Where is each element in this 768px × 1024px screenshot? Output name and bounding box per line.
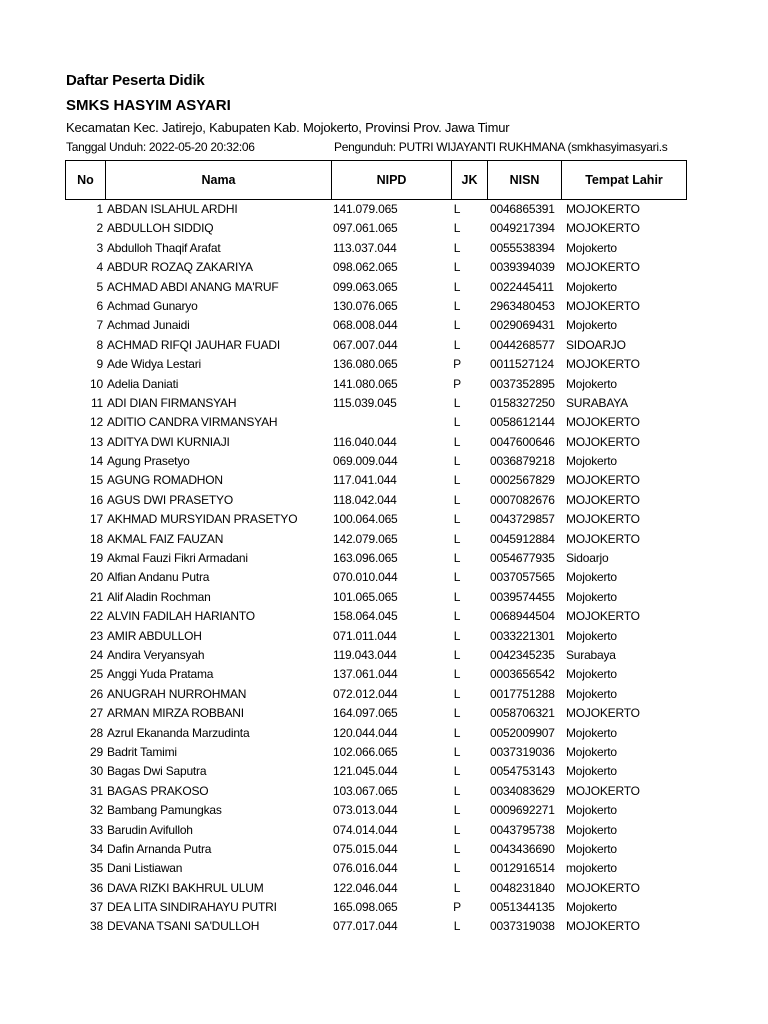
row-nisn: 0051344135 — [490, 900, 555, 915]
row-nama: Alfian Andanu Putra — [107, 570, 210, 585]
row-tempat-lahir: Sidoarjo — [566, 551, 609, 566]
row-nisn: 2963480453 — [490, 298, 555, 313]
row-no: 8 — [96, 337, 103, 352]
table-row — [0, 530, 768, 549]
row-no: 17 — [90, 512, 103, 527]
row-nama: DEA LITA SINDIRAHAYU PUTRI — [107, 900, 277, 915]
row-nipd: 158.064.045 — [333, 609, 398, 624]
row-tempat-lahir: MOJOKERTO — [566, 260, 640, 275]
row-no: 28 — [90, 725, 103, 740]
row-nipd: 115.039.045 — [333, 395, 397, 410]
row-nisn: 0034083629 — [490, 783, 555, 798]
row-nipd: 117.041.044 — [333, 473, 397, 488]
row-tempat-lahir: MOJOKERTO — [566, 919, 640, 934]
row-tempat-lahir: MOJOKERTO — [566, 609, 640, 624]
row-nisn: 0058612144 — [490, 415, 555, 430]
row-nipd: 141.080.065 — [333, 376, 398, 391]
row-no: 34 — [90, 841, 103, 856]
table-row — [0, 316, 768, 335]
row-nama: ADITYA DWI KURNIAJI — [107, 434, 230, 449]
row-tempat-lahir: Mojokerto — [566, 454, 617, 469]
row-no: 32 — [90, 803, 103, 818]
row-nama: Bambang Pamungkas — [107, 803, 222, 818]
row-nama: AKMAL FAIZ FAUZAN — [107, 531, 224, 546]
row-nipd: 122.046.044 — [333, 880, 398, 895]
row-nisn: 0058706321 — [490, 706, 555, 721]
table-row — [0, 297, 768, 316]
row-nipd: 164.097.065 — [333, 706, 398, 721]
row-nisn: 0007082676 — [490, 492, 555, 507]
row-nisn: 0044268577 — [490, 337, 555, 352]
row-tempat-lahir: Mojokerto — [566, 318, 617, 333]
row-tempat-lahir: SURABAYA — [566, 395, 628, 410]
row-nama: Barudin Avifulloh — [107, 822, 193, 837]
row-no: 36 — [90, 880, 103, 895]
row-jk: L — [453, 221, 461, 236]
column-header-nipd: NIPD — [332, 161, 452, 200]
row-tempat-lahir: MOJOKERTO — [566, 531, 640, 546]
row-jk: L — [453, 880, 461, 895]
row-jk: L — [453, 919, 461, 934]
row-nama: Alif Aladin Rochman — [107, 589, 211, 604]
row-nisn: 0029069431 — [490, 318, 555, 333]
row-no: 24 — [90, 647, 103, 662]
row-jk: L — [453, 764, 461, 779]
row-nama: AGUNG ROMADHON — [107, 473, 223, 488]
row-nipd: 099.063.065 — [333, 279, 398, 294]
row-tempat-lahir: MOJOKERTO — [566, 473, 640, 488]
row-nisn: 0068944504 — [490, 609, 555, 624]
row-no: 7 — [96, 318, 103, 333]
row-jk: L — [453, 706, 461, 721]
row-no: 9 — [96, 357, 103, 372]
row-nipd: 113.037.044 — [333, 240, 397, 255]
table-row — [0, 433, 768, 452]
row-nama: ADI DIAN FIRMANSYAH — [107, 395, 237, 410]
table-row — [0, 898, 768, 917]
row-no: 6 — [96, 298, 103, 313]
row-nisn: 0037352895 — [490, 376, 555, 391]
row-tempat-lahir: Mojokerto — [566, 822, 617, 837]
table-row — [0, 704, 768, 723]
row-nipd: 116.040.044 — [333, 434, 397, 449]
row-nisn: 0055538394 — [490, 240, 555, 255]
row-jk: L — [453, 202, 461, 216]
row-no: 29 — [90, 744, 103, 759]
row-nisn: 0009692271 — [490, 803, 555, 818]
row-no: 5 — [96, 279, 103, 294]
row-nama: DAVA RIZKI BAKHRUL ULUM — [107, 880, 264, 895]
column-header-jk: JK — [452, 161, 488, 200]
row-jk: L — [453, 337, 461, 352]
row-nama: Achmad Gunaryo — [107, 298, 198, 313]
row-tempat-lahir: Surabaya — [566, 647, 616, 662]
row-no: 35 — [90, 861, 103, 876]
row-nisn: 0022445411 — [490, 279, 554, 294]
row-no: 13 — [90, 434, 103, 449]
row-jk: L — [453, 628, 461, 643]
table-row — [0, 859, 768, 878]
row-no: 21 — [90, 589, 103, 604]
row-no: 12 — [90, 415, 103, 430]
row-tempat-lahir: MOJOKERTO — [566, 221, 640, 236]
row-jk: L — [453, 492, 461, 507]
row-tempat-lahir: MOJOKERTO — [566, 783, 640, 798]
table-header — [65, 160, 687, 200]
row-tempat-lahir: Mojokerto — [566, 667, 617, 682]
row-tempat-lahir: mojokerto — [566, 861, 617, 876]
row-nisn: 0037319038 — [490, 919, 555, 934]
row-tempat-lahir: Mojokerto — [566, 240, 617, 255]
column-header-nisn: NISN — [488, 161, 562, 200]
row-nipd: 142.079.065 — [333, 531, 398, 546]
row-no: 14 — [90, 454, 103, 469]
table-row — [0, 510, 768, 529]
row-jk: L — [453, 240, 461, 255]
row-no: 18 — [90, 531, 103, 546]
row-jk: L — [453, 395, 461, 410]
row-no: 30 — [90, 764, 103, 779]
row-jk: P — [453, 900, 461, 915]
row-nama: ARMAN MIRZA ROBBANI — [107, 706, 244, 721]
row-nama: ACHMAD ABDI ANANG MA'RUF — [107, 279, 279, 294]
row-jk: L — [453, 686, 461, 701]
row-nama: AGUS DWI PRASETYO — [107, 492, 233, 507]
row-tempat-lahir: Mojokerto — [566, 589, 617, 604]
row-nisn: 0042345235 — [490, 647, 555, 662]
table-row — [0, 879, 768, 898]
row-nisn: 0036879218 — [490, 454, 555, 469]
table-row — [0, 782, 768, 801]
row-nisn: 0012916514 — [490, 861, 555, 876]
row-nisn: 0054677935 — [490, 551, 555, 566]
row-tempat-lahir: MOJOKERTO — [566, 298, 640, 313]
row-nama: Andira Veryansyah — [107, 647, 205, 662]
row-nipd: 101.065.065 — [333, 589, 398, 604]
table-row — [0, 743, 768, 762]
row-nisn: 0046865391 — [490, 202, 555, 216]
row-jk: L — [453, 783, 461, 798]
row-tempat-lahir: Mojokerto — [566, 764, 617, 779]
table-row — [0, 724, 768, 743]
row-nipd: 163.096.065 — [333, 551, 398, 566]
row-nama: Anggi Yuda Pratama — [107, 667, 214, 682]
row-jk: L — [453, 647, 461, 662]
row-nisn: 0011527124 — [490, 357, 554, 372]
row-no: 27 — [90, 706, 103, 721]
row-nama: Ade Widya Lestari — [107, 357, 201, 372]
row-nipd: 119.043.044 — [333, 647, 397, 662]
row-nipd: 136.080.065 — [333, 357, 398, 372]
row-nipd: 100.064.065 — [333, 512, 398, 527]
row-nipd: 075.015.044 — [333, 841, 398, 856]
row-jk: L — [453, 803, 461, 818]
row-nipd: 077.017.044 — [333, 919, 398, 934]
table-row — [0, 471, 768, 490]
row-tempat-lahir: Mojokerto — [566, 744, 617, 759]
row-nipd: 067.007.044 — [333, 337, 398, 352]
row-nisn: 0037057565 — [490, 570, 555, 585]
row-nisn: 0054753143 — [490, 764, 555, 779]
row-nama: Dafin Arnanda Putra — [107, 841, 212, 856]
table-row — [0, 917, 768, 936]
table-row — [0, 588, 768, 607]
row-nama: Agung Prasetyo — [107, 454, 190, 469]
row-nipd: 068.008.044 — [333, 318, 398, 333]
row-tempat-lahir: SIDOARJO — [566, 337, 626, 352]
row-nama: ABDUR ROZAQ ZAKARIYA — [107, 260, 253, 275]
row-no: 33 — [90, 822, 103, 837]
row-nisn: 0047600646 — [490, 434, 555, 449]
row-nisn: 0039574455 — [490, 589, 555, 604]
student-list — [0, 200, 768, 937]
row-nama: Bagas Dwi Saputra — [107, 764, 207, 779]
row-jk: L — [453, 744, 461, 759]
row-jk: L — [453, 298, 461, 313]
table-row — [0, 821, 768, 840]
row-nama: ANUGRAH NURROHMAN — [107, 686, 247, 701]
row-nama: Achmad Junaidi — [107, 318, 190, 333]
row-nipd: 072.012.044 — [333, 686, 398, 701]
table-row — [0, 665, 768, 684]
table-row — [0, 646, 768, 665]
row-nama: Badrit Tamimi — [107, 744, 177, 759]
row-no: 23 — [90, 628, 103, 643]
row-nama: ADITIO CANDRA VIRMANSYAH — [107, 415, 278, 430]
row-tempat-lahir: MOJOKERTO — [566, 492, 640, 507]
row-no: 38 — [90, 919, 103, 934]
row-jk: L — [453, 279, 461, 294]
row-no: 22 — [90, 609, 103, 624]
row-jk: L — [453, 434, 461, 449]
row-nipd: 118.042.044 — [333, 492, 397, 507]
table-row — [0, 375, 768, 394]
row-tempat-lahir: Mojokerto — [566, 686, 617, 701]
row-nisn: 0039394039 — [490, 260, 555, 275]
row-nama: AKHMAD MURSYIDAN PRASETYO — [107, 512, 298, 527]
row-jk: L — [453, 415, 461, 430]
row-nipd: 074.014.044 — [333, 822, 398, 837]
row-tempat-lahir: Mojokerto — [566, 628, 617, 643]
row-nama: Abdulloh Thaqif Arafat — [107, 240, 221, 255]
row-nama: Adelia Daniati — [107, 376, 179, 391]
row-jk: L — [453, 589, 461, 604]
row-nisn: 0043436690 — [490, 841, 555, 856]
row-tempat-lahir: MOJOKERTO — [566, 434, 640, 449]
row-tempat-lahir: Mojokerto — [566, 841, 617, 856]
row-no: 37 — [90, 900, 103, 915]
row-nama: Azrul Ekananda Marzudinta — [107, 725, 250, 740]
row-jk: L — [453, 725, 461, 740]
row-jk: P — [453, 357, 461, 372]
row-nama: ABDAN ISLAHUL ARDHI — [107, 202, 238, 216]
row-jk: L — [453, 609, 461, 624]
table-row — [0, 491, 768, 510]
location-line: Kecamatan Kec. Jatirejo, Kabupaten Kab. Mojokerto, Provinsi Prov. Jawa Timur — [66, 120, 510, 135]
download-date: Tanggal Unduh: 2022-05-20 20:32:06 — [66, 140, 255, 154]
downloader: Pengunduh: PUTRI WIJAYANTI RUKHMANA (smkhasyimasyari.s — [334, 140, 668, 154]
row-nisn: 0048231840 — [490, 880, 555, 895]
school-name: SMKS HASYIM ASYARI — [66, 97, 231, 114]
table-row — [0, 840, 768, 859]
table-row — [0, 685, 768, 704]
row-nipd: 070.010.044 — [333, 570, 398, 585]
column-header-no: No — [66, 161, 106, 200]
row-nama: ACHMAD RIFQI JAUHAR FUADI — [107, 337, 281, 352]
table-row — [0, 627, 768, 646]
table-row — [0, 200, 768, 219]
table-row — [0, 394, 768, 413]
table-row — [0, 278, 768, 297]
row-nipd: 097.061.065 — [333, 221, 398, 236]
table-row — [0, 801, 768, 820]
row-jk: L — [453, 667, 461, 682]
row-tempat-lahir: Mojokerto — [566, 725, 617, 740]
row-no: 11 — [90, 395, 103, 410]
row-no: 15 — [90, 473, 103, 488]
row-nipd: 165.098.065 — [333, 900, 398, 915]
row-nisn: 0043795738 — [490, 822, 555, 837]
row-tempat-lahir: MOJOKERTO — [566, 880, 640, 895]
row-jk: L — [453, 531, 461, 546]
table-row — [0, 549, 768, 568]
row-jk: L — [453, 822, 461, 837]
row-nisn: 0003656542 — [490, 667, 555, 682]
row-no: 10 — [90, 376, 103, 391]
row-nisn: 0049217394 — [490, 221, 555, 236]
row-tempat-lahir: MOJOKERTO — [566, 202, 640, 216]
row-no: 25 — [90, 667, 103, 682]
row-nipd: 073.013.044 — [333, 803, 398, 818]
row-jk: L — [453, 318, 461, 333]
row-tempat-lahir: MOJOKERTO — [566, 706, 640, 721]
row-nama: BAGAS PRAKOSO — [107, 783, 209, 798]
table-row — [0, 452, 768, 471]
row-nipd: 069.009.044 — [333, 454, 398, 469]
row-no: 31 — [90, 783, 103, 798]
row-nama: Dani Listiawan — [107, 861, 183, 876]
row-no: 2 — [96, 221, 103, 236]
row-nipd: 141.079.065 — [333, 202, 398, 216]
row-jk: P — [453, 376, 461, 391]
row-no: 3 — [96, 240, 103, 255]
row-nipd: 103.067.065 — [333, 783, 398, 798]
row-jk: L — [453, 260, 461, 275]
row-jk: L — [453, 454, 461, 469]
table-row — [0, 258, 768, 277]
row-jk: L — [453, 473, 461, 488]
row-jk: L — [453, 551, 461, 566]
row-tempat-lahir: Mojokerto — [566, 900, 617, 915]
row-nama: Akmal Fauzi Fikri Armadani — [107, 551, 248, 566]
row-nipd: 071.011.044 — [333, 628, 397, 643]
row-nisn: 0052009907 — [490, 725, 555, 740]
row-nisn: 0158327250 — [490, 395, 555, 410]
row-nama: ALVIN FADILAH HARIANTO — [107, 609, 255, 624]
row-no: 20 — [90, 570, 103, 585]
table-row — [0, 219, 768, 238]
table-row — [0, 568, 768, 587]
row-jk: L — [453, 841, 461, 856]
table-row — [0, 336, 768, 355]
doc-title: Daftar Peserta Didik — [66, 72, 205, 89]
row-nisn: 0017751288 — [490, 686, 555, 701]
row-nipd: 120.044.044 — [333, 725, 398, 740]
table-row — [0, 762, 768, 781]
table-row — [0, 239, 768, 258]
row-nipd: 102.066.065 — [333, 744, 398, 759]
row-nisn: 0043729857 — [490, 512, 555, 527]
row-tempat-lahir: MOJOKERTO — [566, 357, 640, 372]
column-header-nama: Nama — [106, 161, 332, 200]
row-nama: ABDULLOH SIDDIQ — [107, 221, 214, 236]
row-no: 4 — [96, 260, 103, 275]
row-no: 19 — [90, 551, 103, 566]
row-nama: DEVANA TSANI SA'DULLOH — [107, 919, 260, 934]
row-nipd: 098.062.065 — [333, 260, 398, 275]
row-jk: L — [453, 512, 461, 527]
row-jk: L — [453, 570, 461, 585]
table-row — [0, 413, 768, 432]
row-tempat-lahir: Mojokerto — [566, 376, 617, 391]
row-nisn: 0002567829 — [490, 473, 555, 488]
table-row — [0, 355, 768, 374]
row-nipd: 121.045.044 — [333, 764, 398, 779]
row-no: 16 — [90, 492, 103, 507]
row-jk: L — [453, 861, 461, 876]
row-nipd: 137.061.044 — [333, 667, 398, 682]
column-header-tempat-lahir: Tempat Lahir — [562, 161, 687, 200]
row-nama: AMIR ABDULLOH — [107, 628, 202, 643]
row-nisn: 0037319036 — [490, 744, 555, 759]
table-row — [0, 607, 768, 626]
row-tempat-lahir: MOJOKERTO — [566, 415, 640, 430]
row-no: 26 — [90, 686, 103, 701]
row-tempat-lahir: Mojokerto — [566, 803, 617, 818]
row-no: 1 — [96, 202, 103, 216]
row-nisn: 0033221301 — [490, 628, 555, 643]
row-tempat-lahir: Mojokerto — [566, 279, 617, 294]
row-nipd: 130.076.065 — [333, 298, 398, 313]
row-nipd: 076.016.044 — [333, 861, 398, 876]
row-tempat-lahir: Mojokerto — [566, 570, 617, 585]
row-tempat-lahir: MOJOKERTO — [566, 512, 640, 527]
row-nisn: 0045912884 — [490, 531, 555, 546]
